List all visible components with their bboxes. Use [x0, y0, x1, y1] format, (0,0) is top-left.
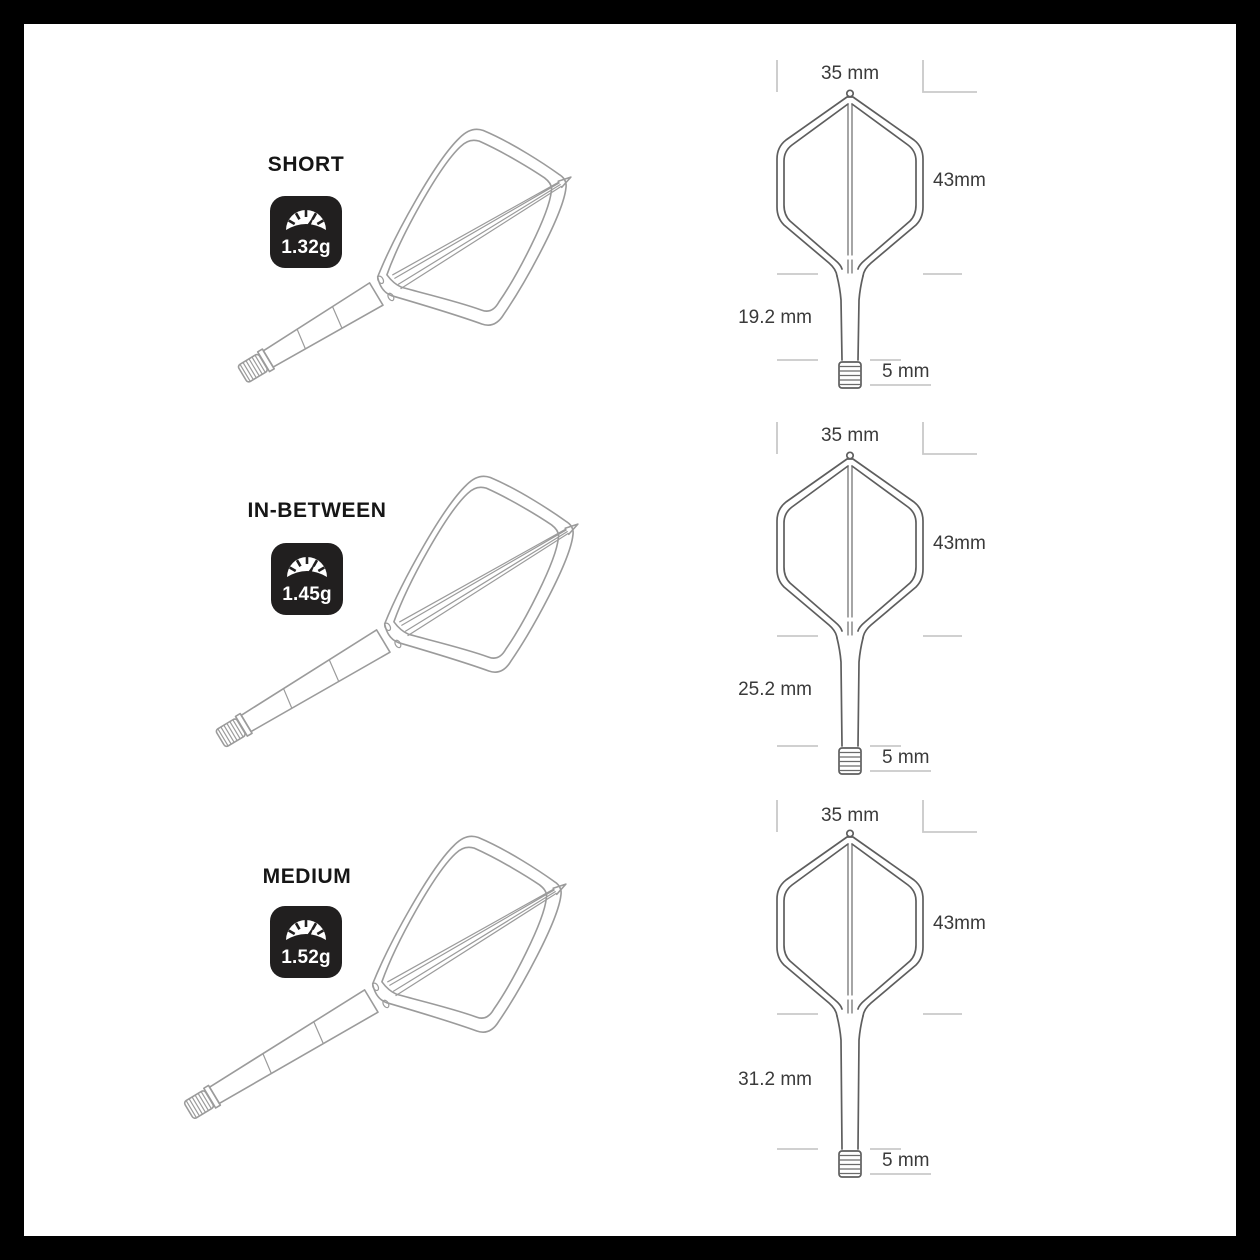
size-label: IN-BETWEEN: [247, 499, 387, 522]
dim-shaft-length: 25.2 mm: [738, 679, 812, 700]
flight-front-diagram: [740, 60, 1010, 400]
dim-shaft-length: 31.2 mm: [738, 1069, 812, 1090]
dim-flight-height: 43mm: [933, 170, 986, 191]
weight-value: 1.52g: [281, 946, 331, 968]
dim-flight-width: 35 mm: [820, 805, 880, 826]
flight-front-diagram: [740, 422, 1010, 787]
dim-flight-height: 43mm: [933, 913, 986, 934]
flight-3d-drawing: [170, 455, 610, 770]
flight-3d-drawing: [170, 110, 610, 405]
weight-value: 1.32g: [281, 236, 331, 258]
weight-value: 1.45g: [282, 583, 332, 605]
dim-thread-length: 5 mm: [882, 361, 930, 382]
dim-flight-width: 35 mm: [820, 63, 880, 84]
size-label: SHORT: [267, 153, 345, 176]
dim-flight-width: 35 mm: [820, 425, 880, 446]
dim-thread-length: 5 mm: [882, 1150, 930, 1171]
flight-front-diagram: [740, 800, 1010, 1192]
flight-3d-drawing: [160, 820, 610, 1150]
size-label: MEDIUM: [262, 865, 352, 888]
dim-shaft-length: 19.2 mm: [738, 307, 812, 328]
dim-thread-length: 5 mm: [882, 747, 930, 768]
dim-flight-height: 43mm: [933, 533, 986, 554]
